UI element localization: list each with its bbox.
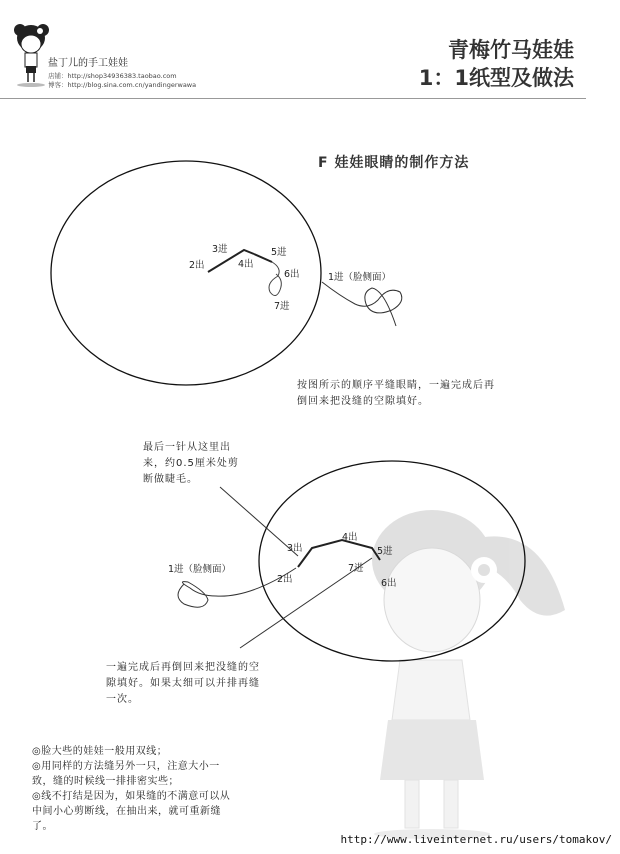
shop-url: 店铺：http://shop34936383.taobao.com <box>48 72 177 80</box>
section-title: F 娃娃眼睛的制作方法 <box>318 155 470 171</box>
label-2-out-2: 2出 <box>277 574 293 585</box>
label-1-in-face-side-2: 1进（脸侧面） <box>168 564 232 575</box>
stitch-line-2 <box>298 540 380 567</box>
label-6-out: 6出 <box>284 269 300 280</box>
callout-fill-gaps: 一遍完成后再倒回来把没缝的空 隙填好。如果太细可以并排再缝 一次。 <box>106 662 260 705</box>
blog-url: 博客：http://blog.sina.com.cn/yandingerwawa <box>48 81 197 89</box>
label-4-out-2: 4出 <box>342 532 358 543</box>
label-1-in-face-side: 1进（脸侧面） <box>328 272 392 283</box>
page-title: 青梅竹马娃娃 <box>448 38 574 62</box>
footer-notes: ◎脸大些的娃娃一般用双线； ◎用同样的方法缝另外一只，注意大小一 致，缝的时候线一排排密实些； ◎线不打结是因为，如果缝的不满意可以从 中间小心剪断线，在抽出来，就可重新缝 了。 <box>32 746 231 832</box>
label-4-out: 4出 <box>238 259 254 270</box>
label-6-out-2: 6出 <box>381 578 397 589</box>
face-outline-1 <box>51 161 321 385</box>
label-7-in-2: 7进 <box>348 563 364 574</box>
label-3-out-2: 3出 <box>287 543 303 554</box>
label-2-out: 2出 <box>189 260 205 271</box>
brand-name: 盐丁儿的手工娃娃 <box>48 58 128 69</box>
header-divider <box>0 98 586 99</box>
label-7-in: 7进 <box>274 301 290 312</box>
callout-eyelash: 最后一针从这里出 来，约0.5厘米处剪 断做睫毛。 <box>143 442 239 485</box>
page-subtitle: 1：1纸型及做法 <box>418 66 574 90</box>
watermark-url: http://www.liveinternet.ru/users/tomakov/ <box>340 833 612 846</box>
label-5-in-2: 5进 <box>377 546 393 557</box>
diagram1-note: 按图所示的顺序平缝眼睛，一遍完成后再 倒回来把没缝的空隙填好。 <box>297 380 495 407</box>
label-3-in: 3进 <box>212 244 228 255</box>
girl-logo-icon <box>14 24 49 87</box>
girl-watermark-icon <box>372 510 565 839</box>
label-5-in: 5进 <box>271 247 287 258</box>
